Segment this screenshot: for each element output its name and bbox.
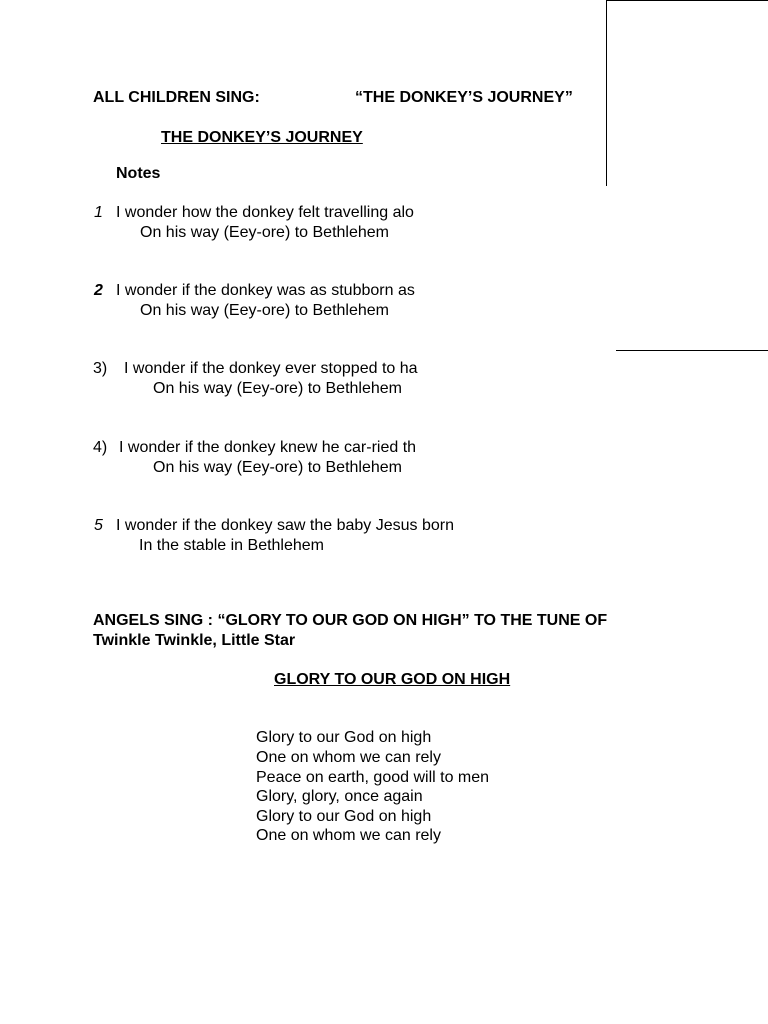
- verse-line: I wonder if the donkey ever stopped to ha: [124, 360, 418, 377]
- verse-number: 4): [93, 439, 108, 456]
- song2-title: GLORY TO OUR GOD ON HIGH: [274, 671, 511, 688]
- verse-refrain: In the stable in Bethlehem: [139, 537, 325, 554]
- verse-line: I wonder if the donkey was as stubborn as: [116, 282, 415, 299]
- verse-refrain: On his way (Eey-ore) to Bethlehem: [140, 302, 389, 319]
- verse-line: I wonder if the donkey saw the baby Jesus born: [116, 517, 454, 534]
- song2-line: Glory to our God on high: [256, 729, 432, 746]
- verse-line: I wonder how the donkey felt travelling alo: [116, 204, 414, 221]
- notes-label: Notes: [116, 165, 161, 182]
- horizontal-rule: [616, 350, 768, 351]
- box-top-border: [606, 0, 768, 1]
- song2-line: Peace on earth, good will to men: [256, 769, 490, 786]
- verse-number: 5: [94, 517, 103, 534]
- verse-refrain: On his way (Eey-ore) to Bethlehem: [153, 380, 402, 397]
- song1-title: THE DONKEY’S JOURNEY: [161, 129, 363, 146]
- verse-number: 2: [94, 282, 103, 299]
- verse-refrain: On his way (Eey-ore) to Bethlehem: [153, 459, 402, 476]
- header-right: “THE DONKEY’S JOURNEY”: [355, 89, 573, 106]
- song2-line: Glory, glory, once again: [256, 788, 423, 805]
- angels-tune: Twinkle Twinkle, Little Star: [93, 632, 296, 649]
- song2-line: One on whom we can rely: [256, 749, 441, 766]
- verse-line: I wonder if the donkey knew he car-ried th: [119, 439, 417, 456]
- angels-heading: ANGELS SING : “GLORY TO OUR GOD ON HIGH” TO THE TUNE OF: [93, 612, 608, 629]
- box-left-border: [606, 0, 607, 186]
- verse-number: 3): [93, 360, 108, 377]
- header-left: ALL CHILDREN SING:: [93, 89, 260, 106]
- verse-refrain: On his way (Eey-ore) to Bethlehem: [140, 224, 389, 241]
- song2-line: One on whom we can rely: [256, 827, 441, 844]
- song2-line: Glory to our God on high: [256, 808, 432, 825]
- verse-number: 1: [94, 204, 103, 221]
